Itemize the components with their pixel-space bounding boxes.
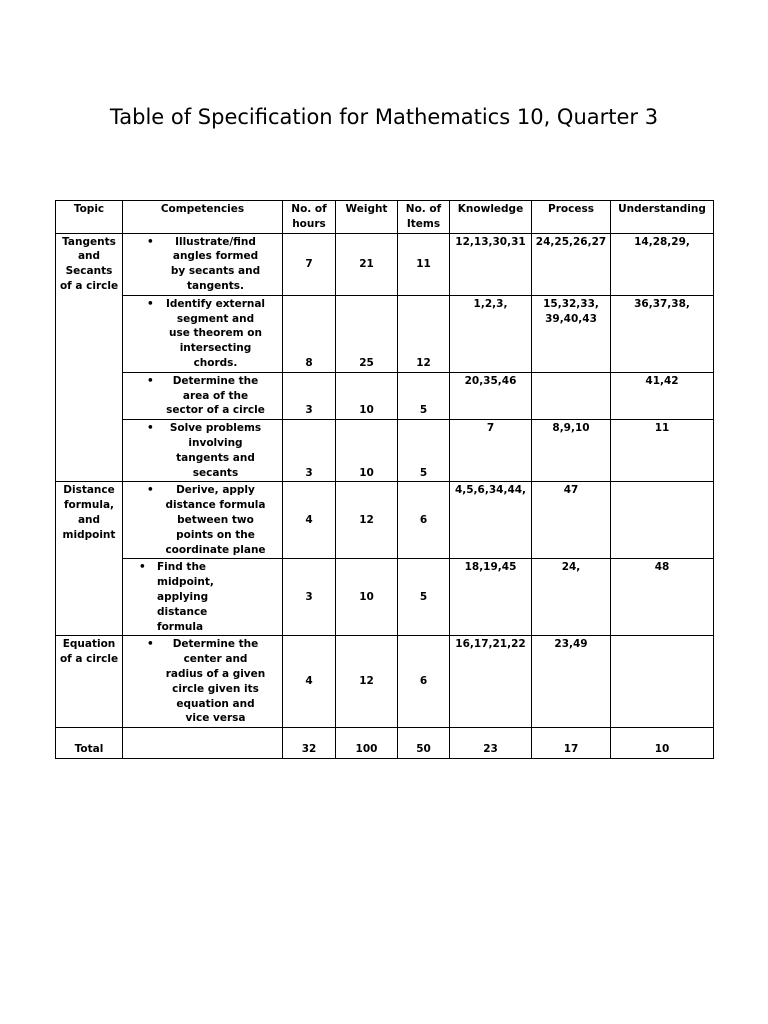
process-cell: 24,25,26,27 xyxy=(532,233,611,295)
topic-cell: Equation of a circle xyxy=(56,636,123,728)
process-cell: 8,9,10 xyxy=(532,420,611,482)
competency-cell xyxy=(123,372,283,419)
header-knowledge: Knowledge xyxy=(450,201,532,234)
weight-cell: 10 xyxy=(336,559,398,636)
total-items: 50 xyxy=(398,728,450,759)
competency-text: Determine the center and radius of a given circle given its equation and vice versa xyxy=(165,638,266,725)
weight-cell: 12 xyxy=(336,636,398,728)
competency-text: Derive, apply distance formula between two points on the coordinate plane xyxy=(165,484,266,556)
table-row xyxy=(56,482,714,559)
weight-cell: 21 xyxy=(336,233,398,295)
process-cell: 23,49 xyxy=(532,636,611,728)
hours-cell: 8 xyxy=(283,295,336,372)
total-process: 17 xyxy=(532,728,611,759)
header-topic: Topic xyxy=(56,201,123,234)
process-cell: 47 xyxy=(532,482,611,559)
total-competency xyxy=(123,728,283,759)
bullet-icon: • xyxy=(147,638,154,651)
page-title: Table of Specification for Mathematics 10, Quarter 3 xyxy=(109,105,659,129)
knowledge-cell: 12,13,30,31 xyxy=(450,233,532,295)
table-row xyxy=(56,636,714,728)
competency-text: Illustrate/find angles formed by secants and tangents. xyxy=(170,235,261,292)
competency-text: Determine the area of the sector of a circle xyxy=(166,374,265,417)
bullet-icon: • xyxy=(147,235,154,248)
competency-cell xyxy=(123,559,283,636)
items-cell: 5 xyxy=(398,559,450,636)
process-cell xyxy=(532,372,611,419)
bullet-icon: • xyxy=(139,561,146,574)
understanding-cell: 11 xyxy=(611,420,714,482)
bullet-icon: • xyxy=(147,297,154,310)
header-process: Process xyxy=(532,201,611,234)
hours-cell: 4 xyxy=(283,482,336,559)
bullet-icon: • xyxy=(147,374,154,387)
understanding-cell xyxy=(611,636,714,728)
bullet-icon: • xyxy=(147,484,154,497)
process-cell: 24, xyxy=(532,559,611,636)
table-row xyxy=(56,233,714,295)
competency-cell xyxy=(123,482,283,559)
hours-cell: 3 xyxy=(283,559,336,636)
header-items: No. of Items xyxy=(398,201,450,234)
header-competencies: Competencies xyxy=(123,201,283,234)
items-cell: 6 xyxy=(398,636,450,728)
table-row xyxy=(56,559,714,636)
competency-text: Find the midpoint, applying distance formula xyxy=(157,561,214,633)
weight-cell: 25 xyxy=(336,295,398,372)
understanding-cell xyxy=(611,482,714,559)
competency-cell xyxy=(123,295,283,372)
hours-cell: 3 xyxy=(283,420,336,482)
total-knowledge: 23 xyxy=(450,728,532,759)
understanding-cell: 48 xyxy=(611,559,714,636)
total-row xyxy=(56,728,714,759)
competency-text: Solve problems involving tangents and secants xyxy=(169,422,262,479)
header-understanding: Understanding xyxy=(611,201,714,234)
items-cell: 6 xyxy=(398,482,450,559)
understanding-cell: 36,37,38, xyxy=(611,295,714,372)
knowledge-cell: 1,2,3, xyxy=(450,295,532,372)
knowledge-cell: 16,17,21,22 xyxy=(450,636,532,728)
items-cell: 11 xyxy=(398,233,450,295)
bullet-icon: • xyxy=(147,422,154,435)
competency-cell xyxy=(123,636,283,728)
topic-cell: Tangents and Secants of a circle xyxy=(56,233,123,482)
header-row xyxy=(56,201,714,234)
weight-cell: 10 xyxy=(336,372,398,419)
weight-cell: 12 xyxy=(336,482,398,559)
items-cell: 5 xyxy=(398,372,450,419)
total-hours: 32 xyxy=(283,728,336,759)
items-cell: 12 xyxy=(398,295,450,372)
total-weight: 100 xyxy=(336,728,398,759)
topic-cell: Distance formula, and midpoint xyxy=(56,482,123,636)
understanding-cell: 41,42 xyxy=(611,372,714,419)
competency-text: Identify external segment and use theorem on intersecting chords. xyxy=(165,297,266,369)
table-row xyxy=(56,372,714,419)
header-weight: Weight xyxy=(336,201,398,234)
header-hours: No. of hours xyxy=(283,201,336,234)
competency-cell xyxy=(123,233,283,295)
weight-cell: 10 xyxy=(336,420,398,482)
process-cell: 15,32,33, 39,40,43 xyxy=(532,295,611,372)
knowledge-cell: 18,19,45 xyxy=(450,559,532,636)
total-understanding: 10 xyxy=(611,728,714,759)
knowledge-cell: 4,5,6,34,44, xyxy=(450,482,532,559)
table-row xyxy=(56,420,714,482)
competency-cell xyxy=(123,420,283,482)
hours-cell: 7 xyxy=(283,233,336,295)
items-cell: 5 xyxy=(398,420,450,482)
knowledge-cell: 20,35,46 xyxy=(450,372,532,419)
hours-cell: 4 xyxy=(283,636,336,728)
hours-cell: 3 xyxy=(283,372,336,419)
total-label: Total xyxy=(56,728,123,759)
table-row xyxy=(56,295,714,372)
specification-table xyxy=(55,200,714,759)
understanding-cell: 14,28,29, xyxy=(611,233,714,295)
knowledge-cell: 7 xyxy=(450,420,532,482)
